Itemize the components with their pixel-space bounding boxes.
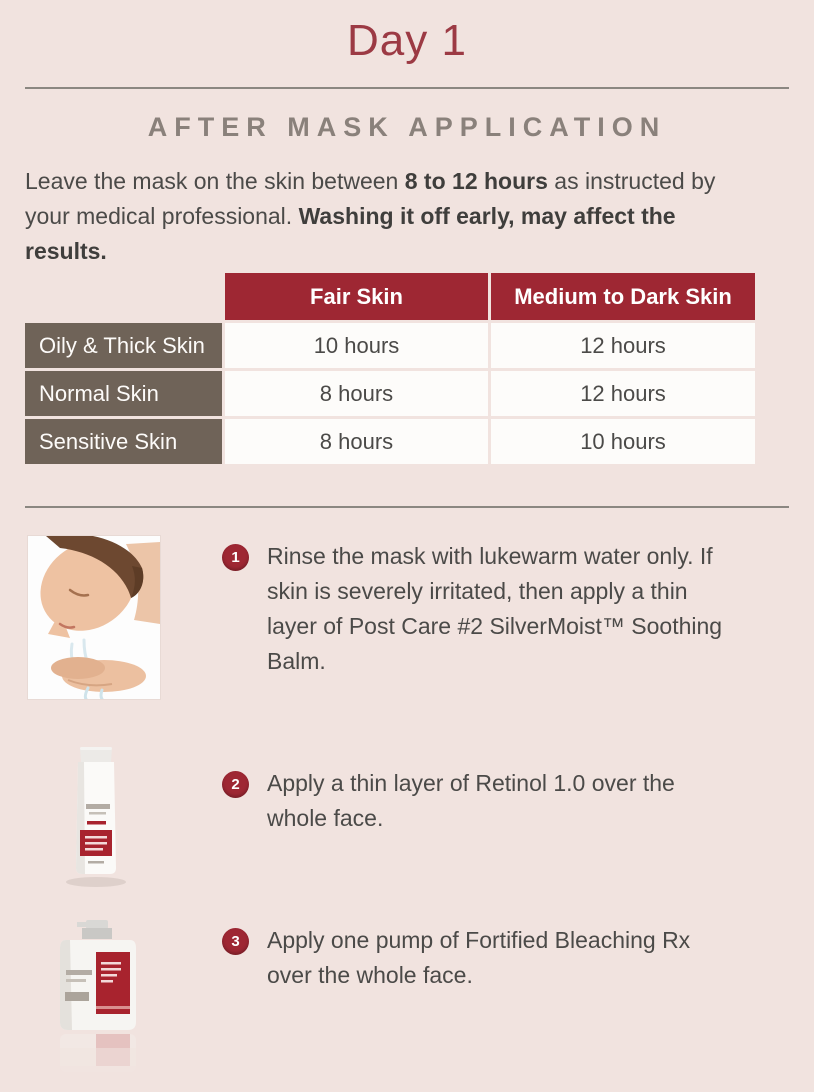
step-2-text: Apply a thin layer of Retinol 1.0 over the whole face. bbox=[267, 770, 675, 831]
step-number-badge bbox=[222, 928, 249, 955]
intro-bold-duration: 8 to 12 hours bbox=[404, 168, 548, 194]
page-title: Day 1 bbox=[347, 16, 467, 65]
bleaching-rx-jar-illustration bbox=[50, 918, 150, 1088]
divider-line bbox=[25, 87, 789, 89]
step-3-text: Apply one pump of Fortified Bleaching Rx over the whole face. bbox=[267, 927, 691, 988]
intro-paragraph bbox=[25, 164, 757, 269]
table-cell: 8 hours bbox=[225, 419, 488, 464]
intro-text-2: as instructed by your medical professional. bbox=[25, 168, 716, 229]
divider-line bbox=[25, 506, 789, 508]
table-row-label: Oily & Thick Skin bbox=[25, 323, 222, 368]
step-number: 2 bbox=[231, 776, 240, 793]
step-number-badge bbox=[222, 544, 249, 571]
table-header-medium-dark-skin: Medium to Dark Skin bbox=[491, 273, 755, 320]
woman-rinsing-face-photo bbox=[28, 536, 160, 699]
table-header-empty-cell bbox=[25, 273, 222, 320]
table-cell: 8 hours bbox=[225, 371, 488, 416]
table-header-fair-skin: Fair Skin bbox=[225, 273, 488, 320]
step-number: 1 bbox=[231, 549, 240, 566]
table-cell: 12 hours bbox=[491, 323, 755, 368]
bleaching-rx-jar-product-photo bbox=[50, 918, 150, 1088]
table-cell: 12 hours bbox=[491, 371, 755, 416]
step-number-badge bbox=[222, 771, 249, 798]
step-number: 3 bbox=[231, 933, 240, 950]
skin-timing-table bbox=[25, 273, 755, 464]
retinol-tube-product-photo bbox=[58, 746, 134, 891]
table-row-label: Sensitive Skin bbox=[25, 419, 222, 464]
intro-text-1: Leave the mask on the skin between bbox=[25, 168, 405, 194]
step-1-text: Rinse the mask with lukewarm water only. If skin is severely irritated, then apply a thin layer of Post Care #2 SilverMoist™ Soothing Balm. bbox=[267, 543, 723, 674]
table-cell: 10 hours bbox=[491, 419, 755, 464]
table-row-label: Normal Skin bbox=[25, 371, 222, 416]
intro-bold-warning: Washing it off early, may affect the results. bbox=[25, 203, 676, 264]
retinol-tube-illustration bbox=[58, 746, 134, 891]
section-heading: AFTER MASK APPLICATION bbox=[147, 112, 667, 142]
woman-rinsing-face-illustration bbox=[28, 536, 160, 699]
table-cell: 10 hours bbox=[225, 323, 488, 368]
